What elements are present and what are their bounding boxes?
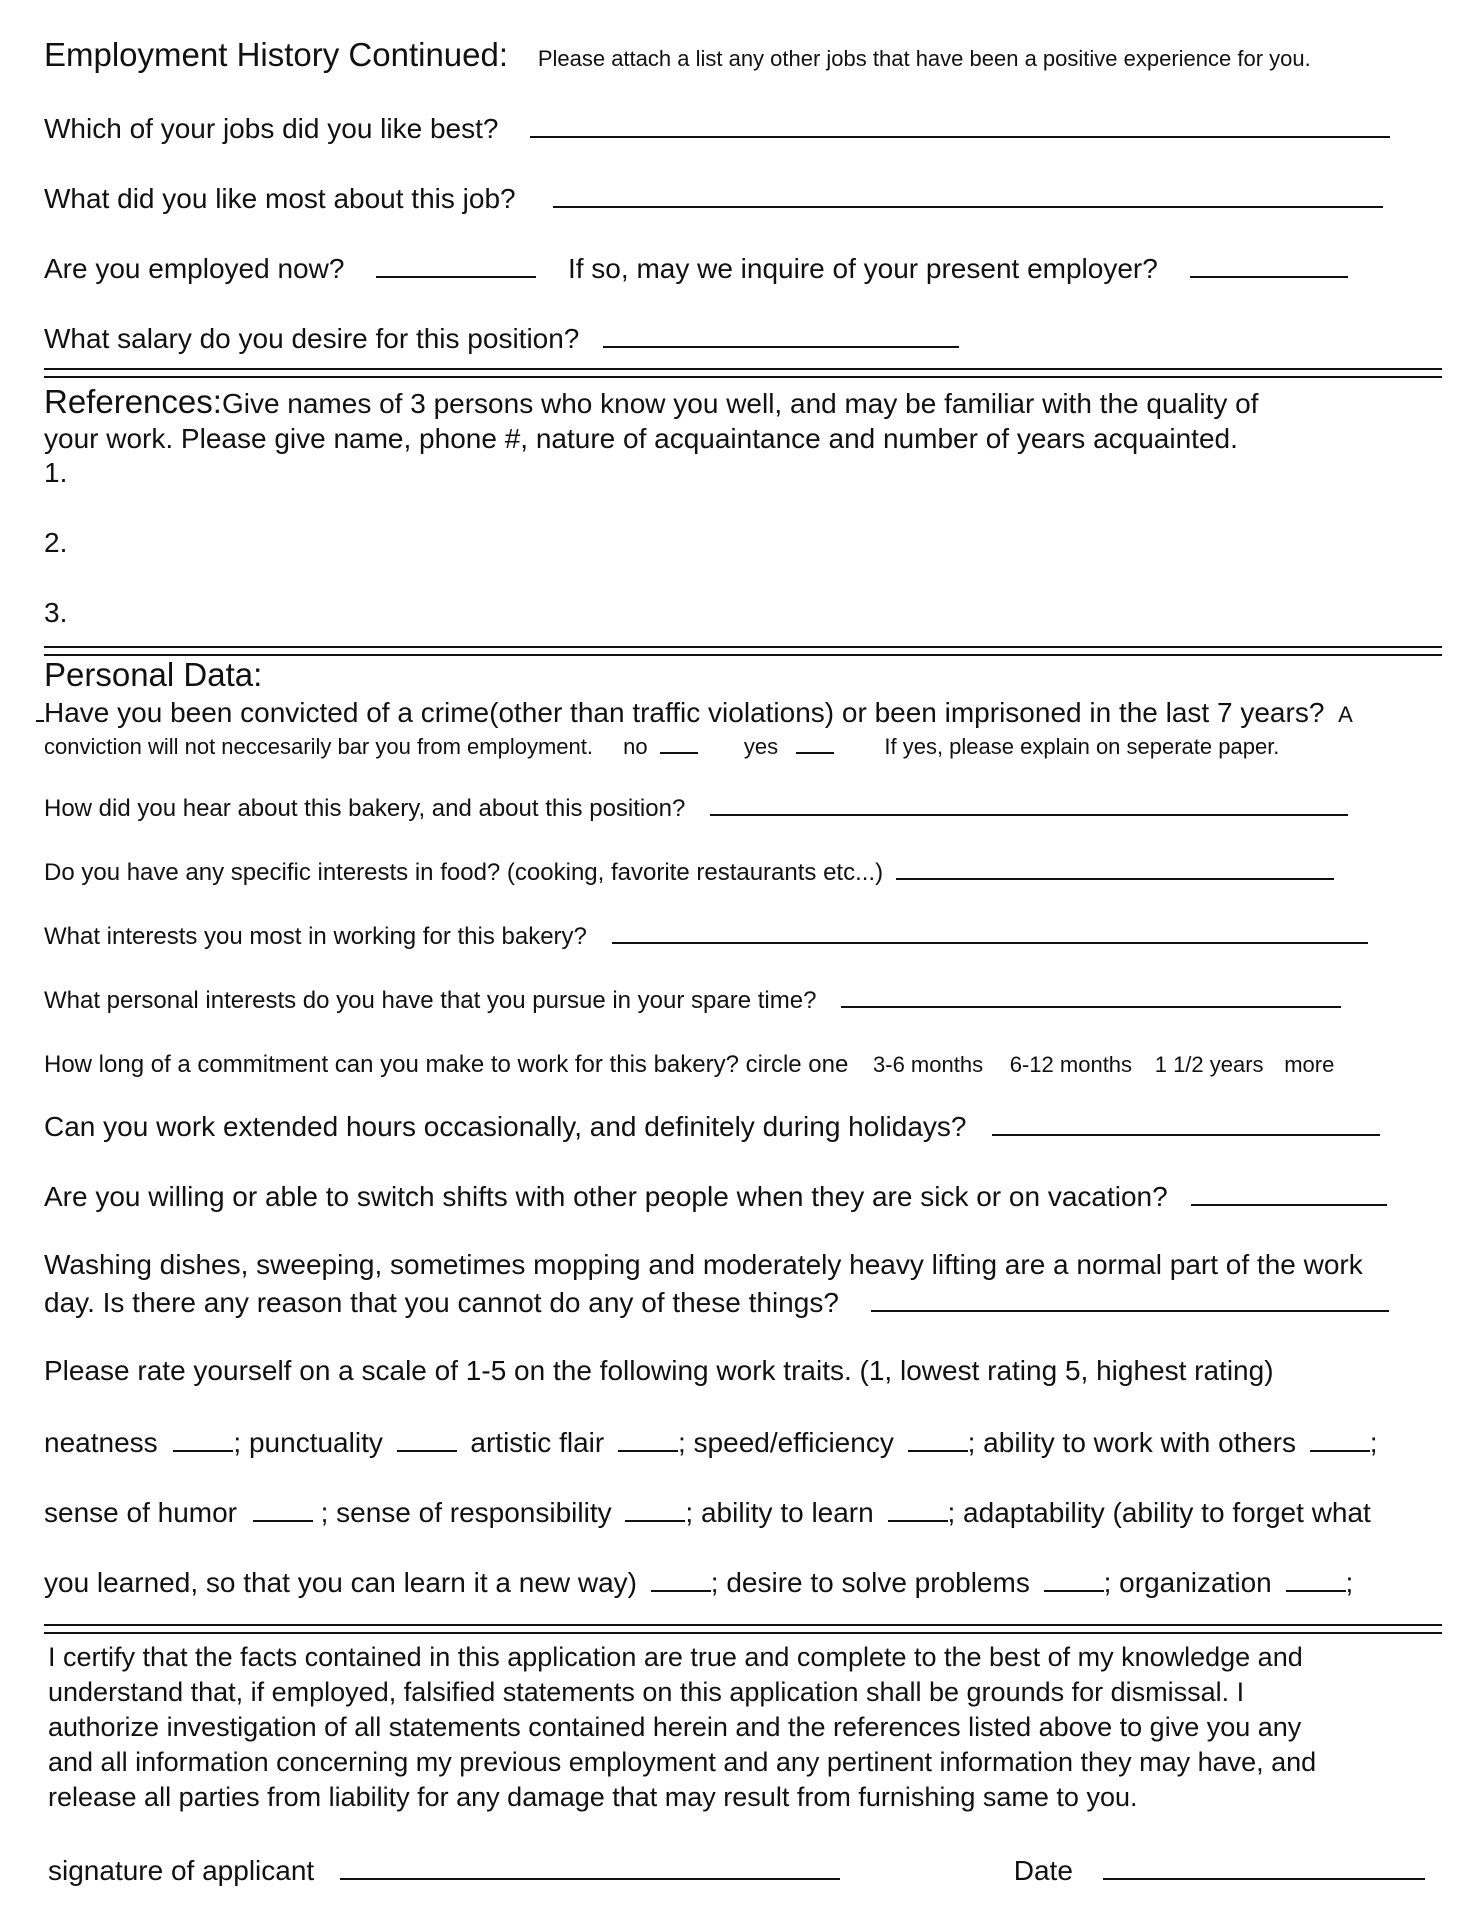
trait-neatness-label: neatness (44, 1427, 158, 1458)
hear-row (44, 792, 1444, 826)
trait-adaptability-field[interactable] (651, 1564, 711, 1592)
employment-heading: Employment History Continued: (44, 36, 509, 73)
inquire-field[interactable] (1190, 250, 1348, 278)
commitment-row (44, 1048, 1444, 1082)
physical-text-1: Washing dishes, sweeping, sometimes mopping and moderately heavy lifting are a normal part of the work (44, 1249, 1363, 1280)
no-field[interactable] (660, 734, 698, 754)
crime-question: Have you been convicted of a crime(other than traffic violations) or been imprisoned in the last 7 years? (44, 697, 1325, 728)
commitment-option-1[interactable]: 3-6 months (873, 1052, 984, 1077)
trait-organization-label: ; organization (1103, 1567, 1272, 1598)
physical-text-2: day. Is there any reason that you cannot do any of these things? (44, 1287, 839, 1318)
references-line2 (44, 422, 1444, 456)
employment-note: Please attach a list any other jobs that have been a positive experience for you. (537, 46, 1311, 71)
trait-solve-field[interactable] (1044, 1564, 1104, 1592)
traits-row-2 (44, 1494, 1444, 1530)
cert-line-3: authorize investigation of all statements contained herein and the references listed above to give you any (48, 1712, 1302, 1742)
crime-question-line (36, 696, 1444, 732)
crime-mark (36, 700, 44, 722)
trait-learned-new-label: you learned, so that you can learn it a new way) (44, 1567, 638, 1598)
no-label: no (623, 734, 648, 759)
trait-others-field[interactable] (1310, 1424, 1370, 1452)
personal-heading-line (44, 658, 1444, 694)
cert-line-2: understand that, if employed, falsified statements on this application shall be grounds for dismissal. I (48, 1677, 1245, 1707)
reference-item-1[interactable] (44, 456, 1444, 490)
trait-punctuality-field[interactable] (397, 1424, 457, 1452)
trait-organization-field[interactable] (1286, 1564, 1346, 1592)
reference-number-3: 3. (44, 597, 68, 628)
traits-row-3 (44, 1564, 1444, 1600)
personal-interests-label: What personal interests do you have that you pursue in your spare time? (44, 987, 817, 1014)
extended-hours-row (44, 1108, 1444, 1144)
like-most-field[interactable] (553, 180, 1383, 208)
trait-solve-label: ; desire to solve problems (710, 1567, 1030, 1598)
physical-line2 (44, 1284, 1444, 1320)
reference-item-2[interactable] (44, 526, 1444, 560)
salary-row (44, 320, 1444, 356)
like-most-label: What did you like most about this job? (44, 183, 516, 214)
physical-field[interactable] (871, 1284, 1389, 1312)
references-heading: References: (44, 383, 222, 420)
cert-line-5: release all parties from liability for any damage that may result from furnishing same to you. (48, 1782, 1138, 1812)
commitment-option-2[interactable]: 6-12 months (1009, 1052, 1133, 1077)
employed-now-label: Are you employed now? (44, 253, 345, 284)
trait-artistic-field[interactable] (618, 1424, 678, 1452)
cert-line-1: I certify that the facts contained in this application are true and complete to the best of my knowledge and (48, 1642, 1303, 1672)
traits-row-1 (44, 1424, 1444, 1460)
trait-humor-label: sense of humor (44, 1497, 237, 1528)
yes-label: yes (743, 734, 779, 759)
divider-top (44, 368, 1442, 370)
certification-paragraph (48, 1640, 1448, 1815)
employment-heading-line (44, 38, 1444, 76)
references-text-1: Give names of 3 persons who know you well, and may be familiar with the quality of (221, 388, 1259, 419)
food-label: Do you have any specific interests in food? (cooking, favorite restaurants etc...) (44, 859, 884, 886)
salary-label: What salary do you desire for this position? (44, 323, 580, 354)
commitment-option-4[interactable]: more (1284, 1052, 1335, 1077)
salary-field[interactable] (603, 320, 959, 348)
trait-adaptability-label: ; adaptability (ability to forget what (947, 1497, 1371, 1528)
divider-bottom (44, 1624, 1442, 1626)
food-field[interactable] (896, 856, 1334, 880)
trait-punctuality-label: ; punctuality (233, 1427, 383, 1458)
employed-now-field[interactable] (376, 250, 536, 278)
trait-artistic-label: artistic flair (470, 1427, 605, 1458)
hear-label: How did you hear about this bakery, and about this position? (44, 795, 686, 822)
trait-end-1: ; (1369, 1427, 1378, 1458)
references-line1 (44, 385, 1444, 421)
employed-now-row (44, 250, 1444, 286)
divider-mid (44, 646, 1442, 648)
commitment-option-3[interactable]: 1 1/2 years (1154, 1052, 1264, 1077)
trait-responsibility-label: ; sense of responsibility (320, 1497, 612, 1528)
personal-interests-row (44, 984, 1444, 1018)
physical-line1 (44, 1248, 1444, 1282)
trait-humor-field[interactable] (253, 1494, 313, 1522)
reference-number-2: 2. (44, 527, 68, 558)
personal-interests-field[interactable] (841, 984, 1341, 1008)
divider-top-second (44, 376, 1442, 378)
food-row (44, 856, 1444, 890)
inquire-label: If so, may we inquire of your present employer? (567, 253, 1158, 284)
trait-responsibility-field[interactable] (625, 1494, 685, 1522)
like-most-row (44, 180, 1444, 216)
rate-intro: Please rate yourself on a scale of 1-5 on the following work traits. (1, lowest rating 5, highest rating) (44, 1355, 1274, 1386)
extended-hours-field[interactable] (992, 1108, 1380, 1136)
interest-most-label: What interests you most in working for this bakery? (44, 923, 587, 950)
signature-row (48, 1852, 1444, 1888)
reference-number-1: 1. (44, 457, 68, 488)
crime-note-line (44, 730, 1444, 764)
signature-label: signature of applicant (48, 1855, 315, 1886)
extended-hours-label: Can you work extended hours occasionally, and definitely during holidays? (44, 1111, 967, 1142)
cert-line-4: and all information concerning my previous employment and any pertinent information they may have, and (48, 1747, 1317, 1777)
interest-most-field[interactable] (612, 920, 1368, 944)
trait-speed-label: ; speed/efficiency (677, 1427, 894, 1458)
personal-heading: Personal Data: (44, 656, 263, 693)
rate-intro-row (44, 1354, 1444, 1388)
reference-item-3[interactable] (44, 596, 1444, 630)
divider-bottom-second (44, 1632, 1442, 1634)
trait-learn-field[interactable] (888, 1494, 948, 1522)
crime-note: conviction will not neccesarily bar you from employment. (44, 734, 594, 759)
switch-shifts-label: Are you willing or able to switch shifts with other people when they are sick or on vacation? (44, 1181, 1168, 1212)
switch-shifts-field[interactable] (1191, 1178, 1387, 1206)
crime-a: A (1338, 702, 1353, 727)
trait-learn-label: ; ability to learn (685, 1497, 874, 1528)
interest-most-row (44, 920, 1444, 954)
best-job-row (44, 110, 1444, 146)
best-job-field[interactable] (530, 110, 1390, 138)
trait-speed-field[interactable] (908, 1424, 968, 1452)
date-label: Date (1013, 1855, 1073, 1886)
trait-end-3: ; (1345, 1567, 1354, 1598)
switch-shifts-row (44, 1178, 1444, 1214)
crime-explain: If yes, please explain on seperate paper. (884, 734, 1280, 759)
date-field[interactable] (1103, 1852, 1425, 1880)
yes-field[interactable] (796, 734, 834, 754)
signature-field[interactable] (340, 1852, 840, 1880)
commitment-label: How long of a commitment can you make to work for this bakery? circle one (44, 1051, 849, 1078)
best-job-label: Which of your jobs did you like best? (44, 113, 499, 144)
trait-neatness-field[interactable] (173, 1424, 233, 1452)
references-text-2: your work. Please give name, phone #, nature of acquaintance and number of years acquainted. (44, 423, 1238, 454)
trait-others-label: ; ability to work with others (967, 1427, 1296, 1458)
hear-field[interactable] (710, 792, 1348, 816)
